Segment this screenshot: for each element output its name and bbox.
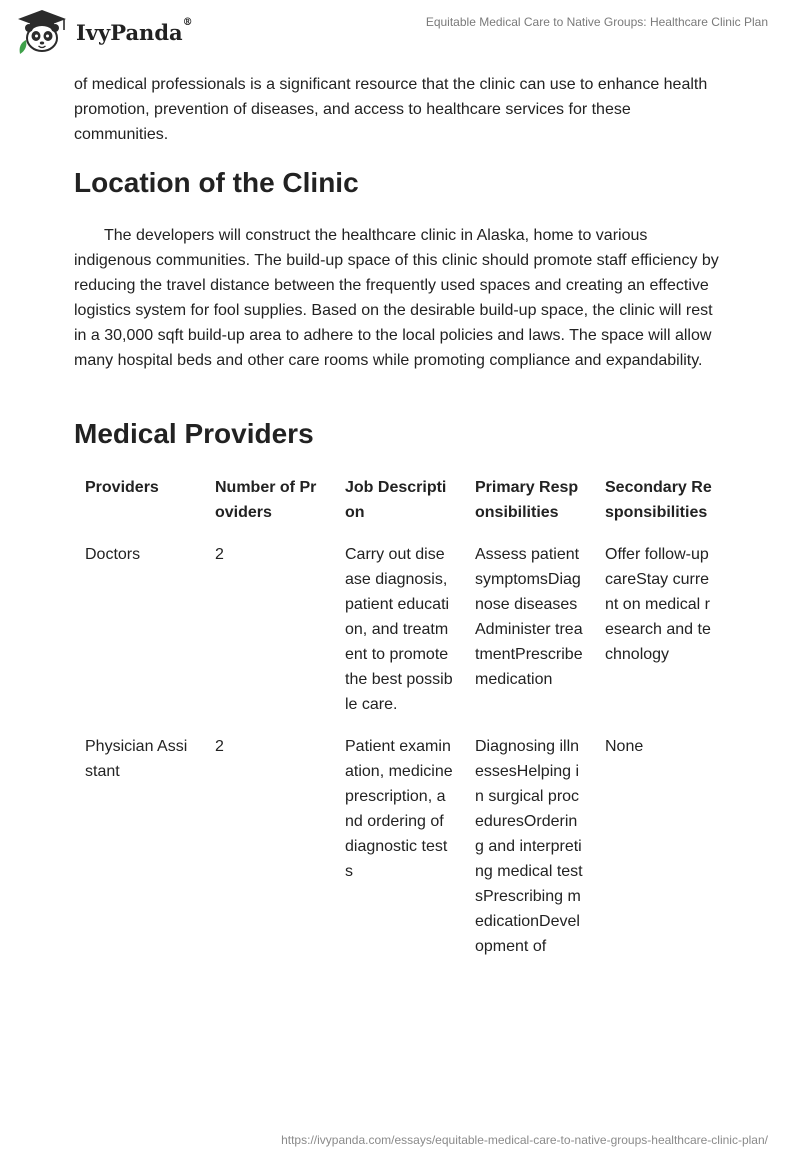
header-primary-responsibilities: Primary Responsibilities [475, 479, 579, 521]
registered-mark: ® [182, 16, 193, 28]
footer-url-link[interactable]: https://ivypanda.com/essays/equitable-medical-care-to-native-groups-healthcare-clinic-plan/ [281, 1133, 768, 1147]
table-header-row [74, 474, 724, 541]
logo-text [76, 16, 193, 45]
intro-paragraph: of medical professionals is a significant resource that the clinic can use to enhance health promotion, prevention of diseases, and access to healthcare services for these communities. [74, 76, 708, 143]
cell-secondary: Offer follow-up careStay current on medical research and technology [605, 546, 711, 663]
header-providers: Providers [85, 479, 159, 496]
document-title: Equitable Medical Care to Native Groups: Healthcare Clinic Plan [425, 15, 768, 29]
providers-table [74, 474, 724, 975]
cell-job-description: Patient examination, medicine prescription, and ordering of diagnostic tests [345, 738, 453, 880]
header-number-of-providers: Number of Providers [215, 479, 317, 521]
cell-number: 2 [215, 738, 224, 755]
cell-job-description: Carry out disease diagnosis, patient education, and treatment to promote the best possible care. [345, 546, 453, 713]
panda-graduate-icon [14, 8, 70, 56]
cell-provider: Doctors [85, 546, 141, 563]
header-job-description: Job Description [345, 479, 447, 521]
cell-number: 2 [215, 546, 224, 563]
cell-secondary: None [605, 738, 644, 755]
cell-primary: Diagnosing illnessesHelping in surgical proceduresOrdering and interpreting medical testsPrescribing medicationDevelopment of [475, 738, 583, 955]
location-paragraph: The developers will construct the healthcare clinic in Alaska, home to various indigenous communities. The build-up space of this clinic should promote staff efficiency by reducing the travel distance between the frequently used spaces and creating an effective logistics system for fool supplies. Based on the desirable build-up space, the clinic will rest in a 30,000 sqft build-up area to adhere to the local policies and laws. The space will allow many hospital beds and other care rooms while promoting compliance and expandability. [74, 227, 719, 369]
ivypanda-logo[interactable] [14, 8, 192, 56]
logo-name: IvyPanda [76, 19, 183, 45]
location-heading: Location of the Clinic [74, 167, 359, 198]
cell-primary: Assess patient symptomsDiagnose diseasesAdminister treatmentPrescribe medication [475, 546, 583, 688]
medical-providers-heading: Medical Providers [74, 418, 314, 449]
table-row [74, 541, 724, 733]
header-secondary-responsibilities: Secondary Responsibilities [605, 479, 712, 521]
table-row [74, 733, 724, 975]
cell-provider: Physician Assistant [85, 738, 188, 780]
page-header [0, 0, 800, 68]
